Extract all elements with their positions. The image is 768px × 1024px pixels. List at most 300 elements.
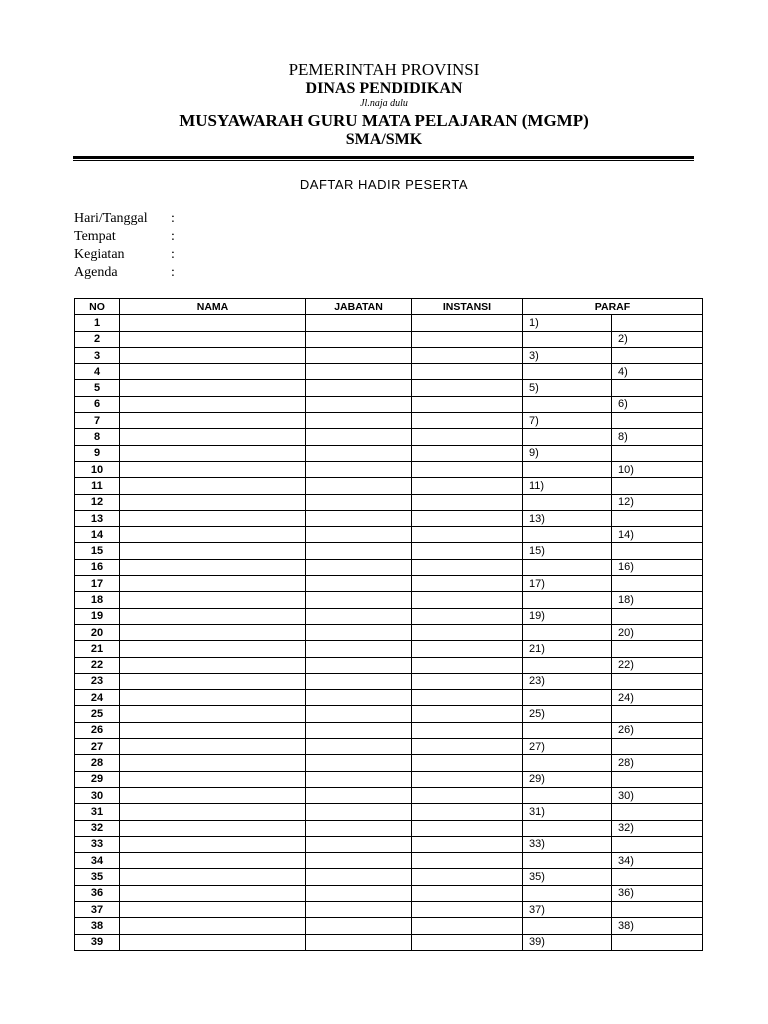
cell-name[interactable] xyxy=(120,820,306,836)
header-institution: INSTANSI xyxy=(412,299,523,315)
row-number: 16 xyxy=(75,559,120,575)
cell-signature-right[interactable] xyxy=(612,331,703,347)
cell-signature-left[interactable] xyxy=(523,836,612,852)
signature-number: 15 xyxy=(529,545,542,558)
cell-signature-right[interactable] xyxy=(612,364,703,380)
table-row xyxy=(75,869,703,885)
signature-number: 33 xyxy=(529,838,542,851)
cell-name[interactable] xyxy=(120,739,306,755)
cell-signature-right[interactable] xyxy=(612,494,703,510)
cell-position[interactable] xyxy=(306,315,412,331)
cell-signature-right[interactable] xyxy=(612,608,703,624)
cell-name[interactable] xyxy=(120,331,306,347)
cell-signature-left[interactable] xyxy=(523,918,612,934)
cell-institution[interactable] xyxy=(412,445,523,461)
cell-signature-left[interactable] xyxy=(523,657,612,673)
cell-position[interactable] xyxy=(306,592,412,608)
cell-signature-right[interactable] xyxy=(612,869,703,885)
cell-signature-right[interactable] xyxy=(612,918,703,934)
signature-number-paren: ) xyxy=(630,463,634,476)
cell-signature-left[interactable] xyxy=(523,934,612,950)
table-row xyxy=(75,641,703,657)
signature-number-paren: ) xyxy=(535,349,539,362)
cell-name[interactable] xyxy=(120,396,306,412)
cell-institution[interactable] xyxy=(412,478,523,494)
cell-name[interactable] xyxy=(120,315,306,331)
cell-position[interactable] xyxy=(306,331,412,347)
cell-signature-left[interactable] xyxy=(523,771,612,787)
cell-name[interactable] xyxy=(120,380,306,396)
signature-number-paren: ) xyxy=(630,659,634,672)
table-row xyxy=(75,608,703,624)
cell-position[interactable] xyxy=(306,918,412,934)
cell-signature-left[interactable] xyxy=(523,576,612,592)
signature-number: 17 xyxy=(529,577,542,590)
row-number: 15 xyxy=(75,543,120,559)
field-label: Tempat xyxy=(74,229,116,244)
row-number: 11 xyxy=(75,478,120,494)
cell-signature-left[interactable] xyxy=(523,527,612,543)
row-number: 35 xyxy=(75,869,120,885)
cell-name[interactable] xyxy=(120,494,306,510)
signature-number: 35 xyxy=(529,871,542,884)
table-row xyxy=(75,445,703,461)
cell-position[interactable] xyxy=(306,413,412,429)
field-label: Kegiatan xyxy=(74,247,125,262)
cell-institution[interactable] xyxy=(412,706,523,722)
signature-number-paren: ) xyxy=(630,919,634,932)
row-number: 12 xyxy=(75,494,120,510)
letterhead-department: DINAS PENDIDIKAN xyxy=(305,80,463,97)
cell-institution[interactable] xyxy=(412,364,523,380)
signature-number-paren: ) xyxy=(630,691,634,704)
cell-position[interactable] xyxy=(306,820,412,836)
cell-institution[interactable] xyxy=(412,494,523,510)
cell-signature-left[interactable] xyxy=(523,901,612,917)
header-position: JABATAN xyxy=(306,299,412,315)
cell-name[interactable] xyxy=(120,885,306,901)
signature-number: 32 xyxy=(618,822,631,835)
cell-signature-left[interactable] xyxy=(523,722,612,738)
cell-name[interactable] xyxy=(120,364,306,380)
cell-institution[interactable] xyxy=(412,804,523,820)
cell-institution[interactable] xyxy=(412,461,523,477)
cell-position[interactable] xyxy=(306,901,412,917)
row-number: 34 xyxy=(75,853,120,869)
cell-signature-left[interactable] xyxy=(523,885,612,901)
cell-name[interactable] xyxy=(120,608,306,624)
table-row xyxy=(75,657,703,673)
cell-position[interactable] xyxy=(306,478,412,494)
cell-signature-left[interactable] xyxy=(523,461,612,477)
cell-name[interactable] xyxy=(120,445,306,461)
table-row xyxy=(75,592,703,608)
cell-signature-left[interactable] xyxy=(523,364,612,380)
cell-signature-right[interactable] xyxy=(612,380,703,396)
cell-position[interactable] xyxy=(306,608,412,624)
cell-name[interactable] xyxy=(120,690,306,706)
row-number: 9 xyxy=(75,445,120,461)
cell-position[interactable] xyxy=(306,771,412,787)
signature-number-paren: ) xyxy=(541,773,545,786)
cell-name[interactable] xyxy=(120,673,306,689)
table-row xyxy=(75,494,703,510)
cell-position[interactable] xyxy=(306,690,412,706)
cell-name[interactable] xyxy=(120,706,306,722)
cell-position[interactable] xyxy=(306,673,412,689)
table-row xyxy=(75,934,703,950)
cell-institution[interactable] xyxy=(412,413,523,429)
signature-number-paren: ) xyxy=(630,887,634,900)
cell-name[interactable] xyxy=(120,510,306,526)
cell-position[interactable] xyxy=(306,934,412,950)
signature-number: 12 xyxy=(618,496,631,509)
cell-institution[interactable] xyxy=(412,934,523,950)
signature-number-paren: ) xyxy=(535,414,539,427)
cell-position[interactable] xyxy=(306,853,412,869)
cell-signature-right[interactable] xyxy=(612,885,703,901)
signature-number: 5 xyxy=(529,382,536,395)
signature-number: 2 xyxy=(618,333,625,346)
cell-signature-right[interactable] xyxy=(612,527,703,543)
cell-institution[interactable] xyxy=(412,576,523,592)
cell-signature-left[interactable] xyxy=(523,755,612,771)
field-activity xyxy=(74,246,181,264)
cell-institution[interactable] xyxy=(412,739,523,755)
cell-name[interactable] xyxy=(120,755,306,771)
cell-name[interactable] xyxy=(120,657,306,673)
row-number: 36 xyxy=(75,885,120,901)
signature-number-paren: ) xyxy=(624,431,628,444)
signature-number: 37 xyxy=(529,903,542,916)
cell-signature-left[interactable] xyxy=(523,739,612,755)
cell-signature-left[interactable] xyxy=(523,624,612,640)
table-row xyxy=(75,396,703,412)
cell-signature-left[interactable] xyxy=(523,380,612,396)
cell-signature-left[interactable] xyxy=(523,510,612,526)
cell-institution[interactable] xyxy=(412,918,523,934)
cell-name[interactable] xyxy=(120,347,306,363)
signature-number: 11 xyxy=(529,479,541,492)
cell-signature-left[interactable] xyxy=(523,869,612,885)
cell-signature-left[interactable] xyxy=(523,787,612,803)
cell-signature-right[interactable] xyxy=(612,347,703,363)
signature-number: 29 xyxy=(529,773,542,786)
table-row xyxy=(75,706,703,722)
cell-institution[interactable] xyxy=(412,396,523,412)
cell-signature-right[interactable] xyxy=(612,576,703,592)
cell-institution[interactable] xyxy=(412,543,523,559)
row-number: 29 xyxy=(75,771,120,787)
table-row xyxy=(75,787,703,803)
table-row xyxy=(75,413,703,429)
cell-signature-left[interactable] xyxy=(523,445,612,461)
cell-position[interactable] xyxy=(306,445,412,461)
cell-institution[interactable] xyxy=(412,673,523,689)
cell-signature-right[interactable] xyxy=(612,755,703,771)
table-row xyxy=(75,820,703,836)
row-number: 19 xyxy=(75,608,120,624)
signature-number: 6 xyxy=(618,398,625,411)
row-number: 39 xyxy=(75,934,120,950)
cell-name[interactable] xyxy=(120,461,306,477)
signature-number: 27 xyxy=(529,740,542,753)
cell-signature-right[interactable] xyxy=(612,510,703,526)
signature-number-paren: ) xyxy=(540,479,545,492)
cell-institution[interactable] xyxy=(412,722,523,738)
cell-signature-left[interactable] xyxy=(523,315,612,331)
cell-name[interactable] xyxy=(120,592,306,608)
table-row xyxy=(75,429,703,445)
cell-signature-right[interactable] xyxy=(612,592,703,608)
cell-institution[interactable] xyxy=(412,690,523,706)
cell-name[interactable] xyxy=(120,869,306,885)
cell-name[interactable] xyxy=(120,641,306,657)
cell-signature-right[interactable] xyxy=(612,722,703,738)
signature-number-paren: ) xyxy=(630,528,634,541)
cell-signature-left[interactable] xyxy=(523,347,612,363)
row-number: 21 xyxy=(75,641,120,657)
cell-institution[interactable] xyxy=(412,787,523,803)
cell-signature-left[interactable] xyxy=(523,331,612,347)
row-number: 31 xyxy=(75,804,120,820)
cell-position[interactable] xyxy=(306,739,412,755)
cell-position[interactable] xyxy=(306,347,412,363)
cell-signature-right[interactable] xyxy=(612,690,703,706)
signature-number-paren: ) xyxy=(535,316,539,329)
table-row xyxy=(75,771,703,787)
cell-signature-right[interactable] xyxy=(612,901,703,917)
cell-signature-left[interactable] xyxy=(523,641,612,657)
field-separator: : xyxy=(171,229,175,244)
cell-name[interactable] xyxy=(120,918,306,934)
cell-name[interactable] xyxy=(120,901,306,917)
signature-number: 16 xyxy=(618,561,631,574)
cell-institution[interactable] xyxy=(412,869,523,885)
cell-signature-right[interactable] xyxy=(612,396,703,412)
table-row xyxy=(75,347,703,363)
cell-institution[interactable] xyxy=(412,885,523,901)
cell-position[interactable] xyxy=(306,576,412,592)
table-row xyxy=(75,478,703,494)
cell-name[interactable] xyxy=(120,934,306,950)
cell-name[interactable] xyxy=(120,853,306,869)
cell-signature-left[interactable] xyxy=(523,820,612,836)
cell-signature-left[interactable] xyxy=(523,429,612,445)
cell-signature-right[interactable] xyxy=(612,315,703,331)
row-number: 26 xyxy=(75,722,120,738)
cell-signature-left[interactable] xyxy=(523,853,612,869)
cell-position[interactable] xyxy=(306,396,412,412)
cell-institution[interactable] xyxy=(412,608,523,624)
signature-number: 22 xyxy=(618,659,631,672)
signature-number: 34 xyxy=(618,854,631,867)
cell-signature-left[interactable] xyxy=(523,608,612,624)
signature-number-paren: ) xyxy=(541,675,545,688)
cell-signature-right[interactable] xyxy=(612,787,703,803)
cell-position[interactable] xyxy=(306,869,412,885)
cell-institution[interactable] xyxy=(412,771,523,787)
row-number: 3 xyxy=(75,347,120,363)
cell-name[interactable] xyxy=(120,413,306,429)
cell-institution[interactable] xyxy=(412,527,523,543)
cell-signature-left[interactable] xyxy=(523,494,612,510)
cell-signature-right[interactable] xyxy=(612,673,703,689)
signature-number-paren: ) xyxy=(541,610,545,623)
field-agenda xyxy=(74,264,181,282)
cell-position[interactable] xyxy=(306,755,412,771)
signature-number: 13 xyxy=(529,512,542,525)
cell-name[interactable] xyxy=(120,836,306,852)
table-row xyxy=(75,576,703,592)
cell-position[interactable] xyxy=(306,885,412,901)
cell-name[interactable] xyxy=(120,543,306,559)
cell-institution[interactable] xyxy=(412,836,523,852)
cell-institution[interactable] xyxy=(412,592,523,608)
signature-number: 19 xyxy=(529,610,542,623)
row-number: 7 xyxy=(75,413,120,429)
cell-institution[interactable] xyxy=(412,331,523,347)
signature-number: 39 xyxy=(529,936,542,949)
table-row xyxy=(75,461,703,477)
cell-name[interactable] xyxy=(120,478,306,494)
signature-number: 23 xyxy=(529,675,542,688)
cell-institution[interactable] xyxy=(412,624,523,640)
cell-signature-left[interactable] xyxy=(523,396,612,412)
cell-signature-right[interactable] xyxy=(612,429,703,445)
table-row xyxy=(75,380,703,396)
cell-name[interactable] xyxy=(120,722,306,738)
cell-position[interactable] xyxy=(306,510,412,526)
cell-position[interactable] xyxy=(306,706,412,722)
cell-signature-right[interactable] xyxy=(612,461,703,477)
cell-name[interactable] xyxy=(120,624,306,640)
signature-number-paren: ) xyxy=(630,822,634,835)
cell-position[interactable] xyxy=(306,364,412,380)
header-no: NO xyxy=(75,299,120,315)
signature-number: 31 xyxy=(529,805,542,818)
signature-number-paren: ) xyxy=(541,545,545,558)
cell-signature-left[interactable] xyxy=(523,804,612,820)
document-title: DAFTAR HADIR PESERTA xyxy=(299,177,469,192)
cell-signature-left[interactable] xyxy=(523,413,612,429)
cell-institution[interactable] xyxy=(412,510,523,526)
cell-institution[interactable] xyxy=(412,380,523,396)
letterhead-level: SMA/SMK xyxy=(345,131,423,148)
table-row xyxy=(75,804,703,820)
cell-signature-right[interactable] xyxy=(612,804,703,820)
cell-institution[interactable] xyxy=(412,820,523,836)
cell-position[interactable] xyxy=(306,559,412,575)
cell-signature-right[interactable] xyxy=(612,657,703,673)
cell-signature-left[interactable] xyxy=(523,706,612,722)
cell-position[interactable] xyxy=(306,543,412,559)
cell-signature-left[interactable] xyxy=(523,690,612,706)
cell-institution[interactable] xyxy=(412,657,523,673)
cell-signature-left[interactable] xyxy=(523,559,612,575)
cell-position[interactable] xyxy=(306,722,412,738)
cell-signature-right[interactable] xyxy=(612,543,703,559)
row-number: 2 xyxy=(75,331,120,347)
cell-name[interactable] xyxy=(120,429,306,445)
cell-signature-left[interactable] xyxy=(523,673,612,689)
field-label: Hari/Tanggal xyxy=(74,211,148,226)
table-row xyxy=(75,331,703,347)
cell-signature-right[interactable] xyxy=(612,559,703,575)
cell-institution[interactable] xyxy=(412,559,523,575)
table-row xyxy=(75,885,703,901)
cell-name[interactable] xyxy=(120,787,306,803)
signature-number-paren: ) xyxy=(630,789,634,802)
table-row xyxy=(75,690,703,706)
signature-number-paren: ) xyxy=(541,577,545,590)
letterhead-address: Jl.naja dulu xyxy=(360,98,408,109)
cell-signature-left[interactable] xyxy=(523,592,612,608)
cell-signature-right[interactable] xyxy=(612,853,703,869)
signature-number-paren: ) xyxy=(630,561,634,574)
signature-number: 36 xyxy=(618,887,631,900)
cell-name[interactable] xyxy=(120,559,306,575)
signature-number: 8 xyxy=(618,431,625,444)
cell-position[interactable] xyxy=(306,836,412,852)
cell-signature-right[interactable] xyxy=(612,641,703,657)
cell-signature-right[interactable] xyxy=(612,836,703,852)
cell-name[interactable] xyxy=(120,771,306,787)
cell-signature-left[interactable] xyxy=(523,543,612,559)
cell-institution[interactable] xyxy=(412,901,523,917)
cell-position[interactable] xyxy=(306,380,412,396)
cell-position[interactable] xyxy=(306,641,412,657)
cell-institution[interactable] xyxy=(412,315,523,331)
cell-name[interactable] xyxy=(120,527,306,543)
signature-number: 20 xyxy=(618,626,631,639)
cell-institution[interactable] xyxy=(412,641,523,657)
field-separator: : xyxy=(171,247,175,262)
row-number: 30 xyxy=(75,787,120,803)
signature-number-paren: ) xyxy=(624,365,628,378)
cell-position[interactable] xyxy=(306,804,412,820)
cell-position[interactable] xyxy=(306,624,412,640)
cell-signature-right[interactable] xyxy=(612,820,703,836)
cell-signature-right[interactable] xyxy=(612,771,703,787)
cell-signature-right[interactable] xyxy=(612,478,703,494)
cell-position[interactable] xyxy=(306,429,412,445)
cell-position[interactable] xyxy=(306,787,412,803)
cell-institution[interactable] xyxy=(412,347,523,363)
cell-institution[interactable] xyxy=(412,853,523,869)
cell-name[interactable] xyxy=(120,804,306,820)
cell-signature-right[interactable] xyxy=(612,934,703,950)
cell-name[interactable] xyxy=(120,576,306,592)
cell-position[interactable] xyxy=(306,494,412,510)
cell-position[interactable] xyxy=(306,461,412,477)
cell-signature-right[interactable] xyxy=(612,706,703,722)
cell-position[interactable] xyxy=(306,657,412,673)
cell-signature-right[interactable] xyxy=(612,624,703,640)
cell-position[interactable] xyxy=(306,527,412,543)
row-number: 27 xyxy=(75,739,120,755)
field-label: Agenda xyxy=(74,265,118,280)
cell-signature-right[interactable] xyxy=(612,413,703,429)
cell-institution[interactable] xyxy=(412,755,523,771)
cell-institution[interactable] xyxy=(412,429,523,445)
field-separator: : xyxy=(171,265,175,280)
row-number: 6 xyxy=(75,396,120,412)
cell-signature-right[interactable] xyxy=(612,445,703,461)
cell-signature-right[interactable] xyxy=(612,739,703,755)
cell-signature-left[interactable] xyxy=(523,478,612,494)
row-number: 38 xyxy=(75,918,120,934)
